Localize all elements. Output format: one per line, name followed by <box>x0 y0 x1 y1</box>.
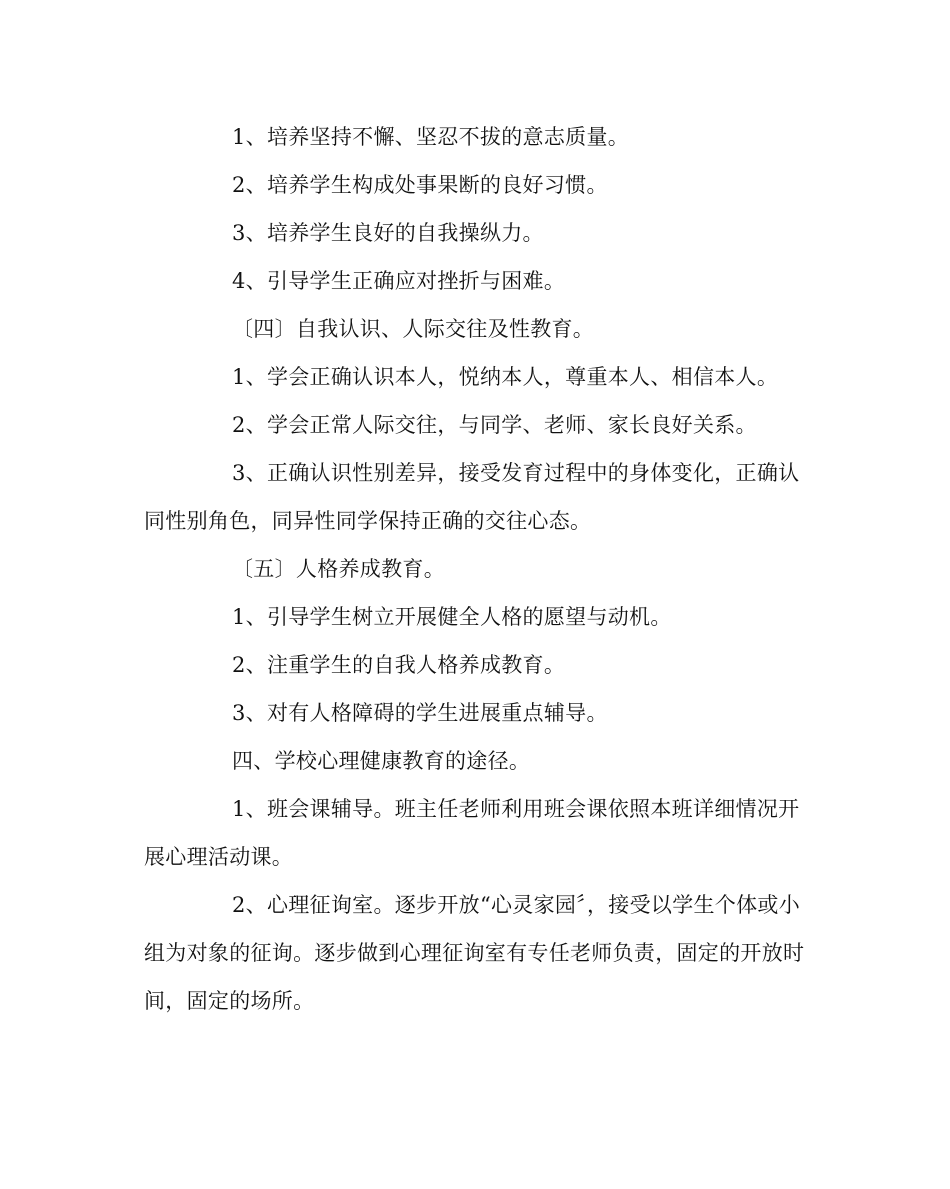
paragraph: 2、心理征询室。逐步开放“心灵家园〞，接受以学生个体或小组为对象的征询。逐步做到心理征询室有专任老师负责，固定的开放时间，固定的场所。 <box>144 893 805 1013</box>
paragraph: 3、培养学生良好的自我操纵力。 <box>232 221 544 245</box>
paragraph: 3、对有人格障碍的学生进展重点辅导。 <box>232 701 608 725</box>
section-heading: 〔四〕自我认识、人际交往及性教育。 <box>232 317 595 341</box>
section-heading: 四、学校心理健康教育的途径。 <box>232 749 531 773</box>
paragraph: 1、引导学生树立开展健全人格的愿望与动机。 <box>232 605 672 629</box>
paragraph: 2、培养学生构成处事果断的良好习惯。 <box>232 173 608 197</box>
paragraph: 3、正确认识性别差异，接受发育过程中的身体变化，正确认同性别角色，同异性同学保持正确的交往心态。 <box>144 461 800 533</box>
paragraph: 1、学会正确认识本人，悦纳本人，尊重本人、相信本人。 <box>232 365 779 389</box>
paragraph: 1、培养坚持不懈、坚忍不拔的意志质量。 <box>232 125 630 149</box>
paragraph: 2、学会正常人际交往，与同学、老师、家长良好关系。 <box>232 413 757 437</box>
paragraph: 1、班会课辅导。班主任老师利用班会课依照本班详细情况开展心理活动课。 <box>144 797 800 869</box>
section-heading: 〔五〕人格养成教育。 <box>232 557 445 581</box>
paragraph: 2、注重学生的自我人格养成教育。 <box>232 653 566 677</box>
paragraph: 4、引导学生正确应对挫折与困难。 <box>232 269 566 293</box>
document-body <box>144 124 814 1036</box>
